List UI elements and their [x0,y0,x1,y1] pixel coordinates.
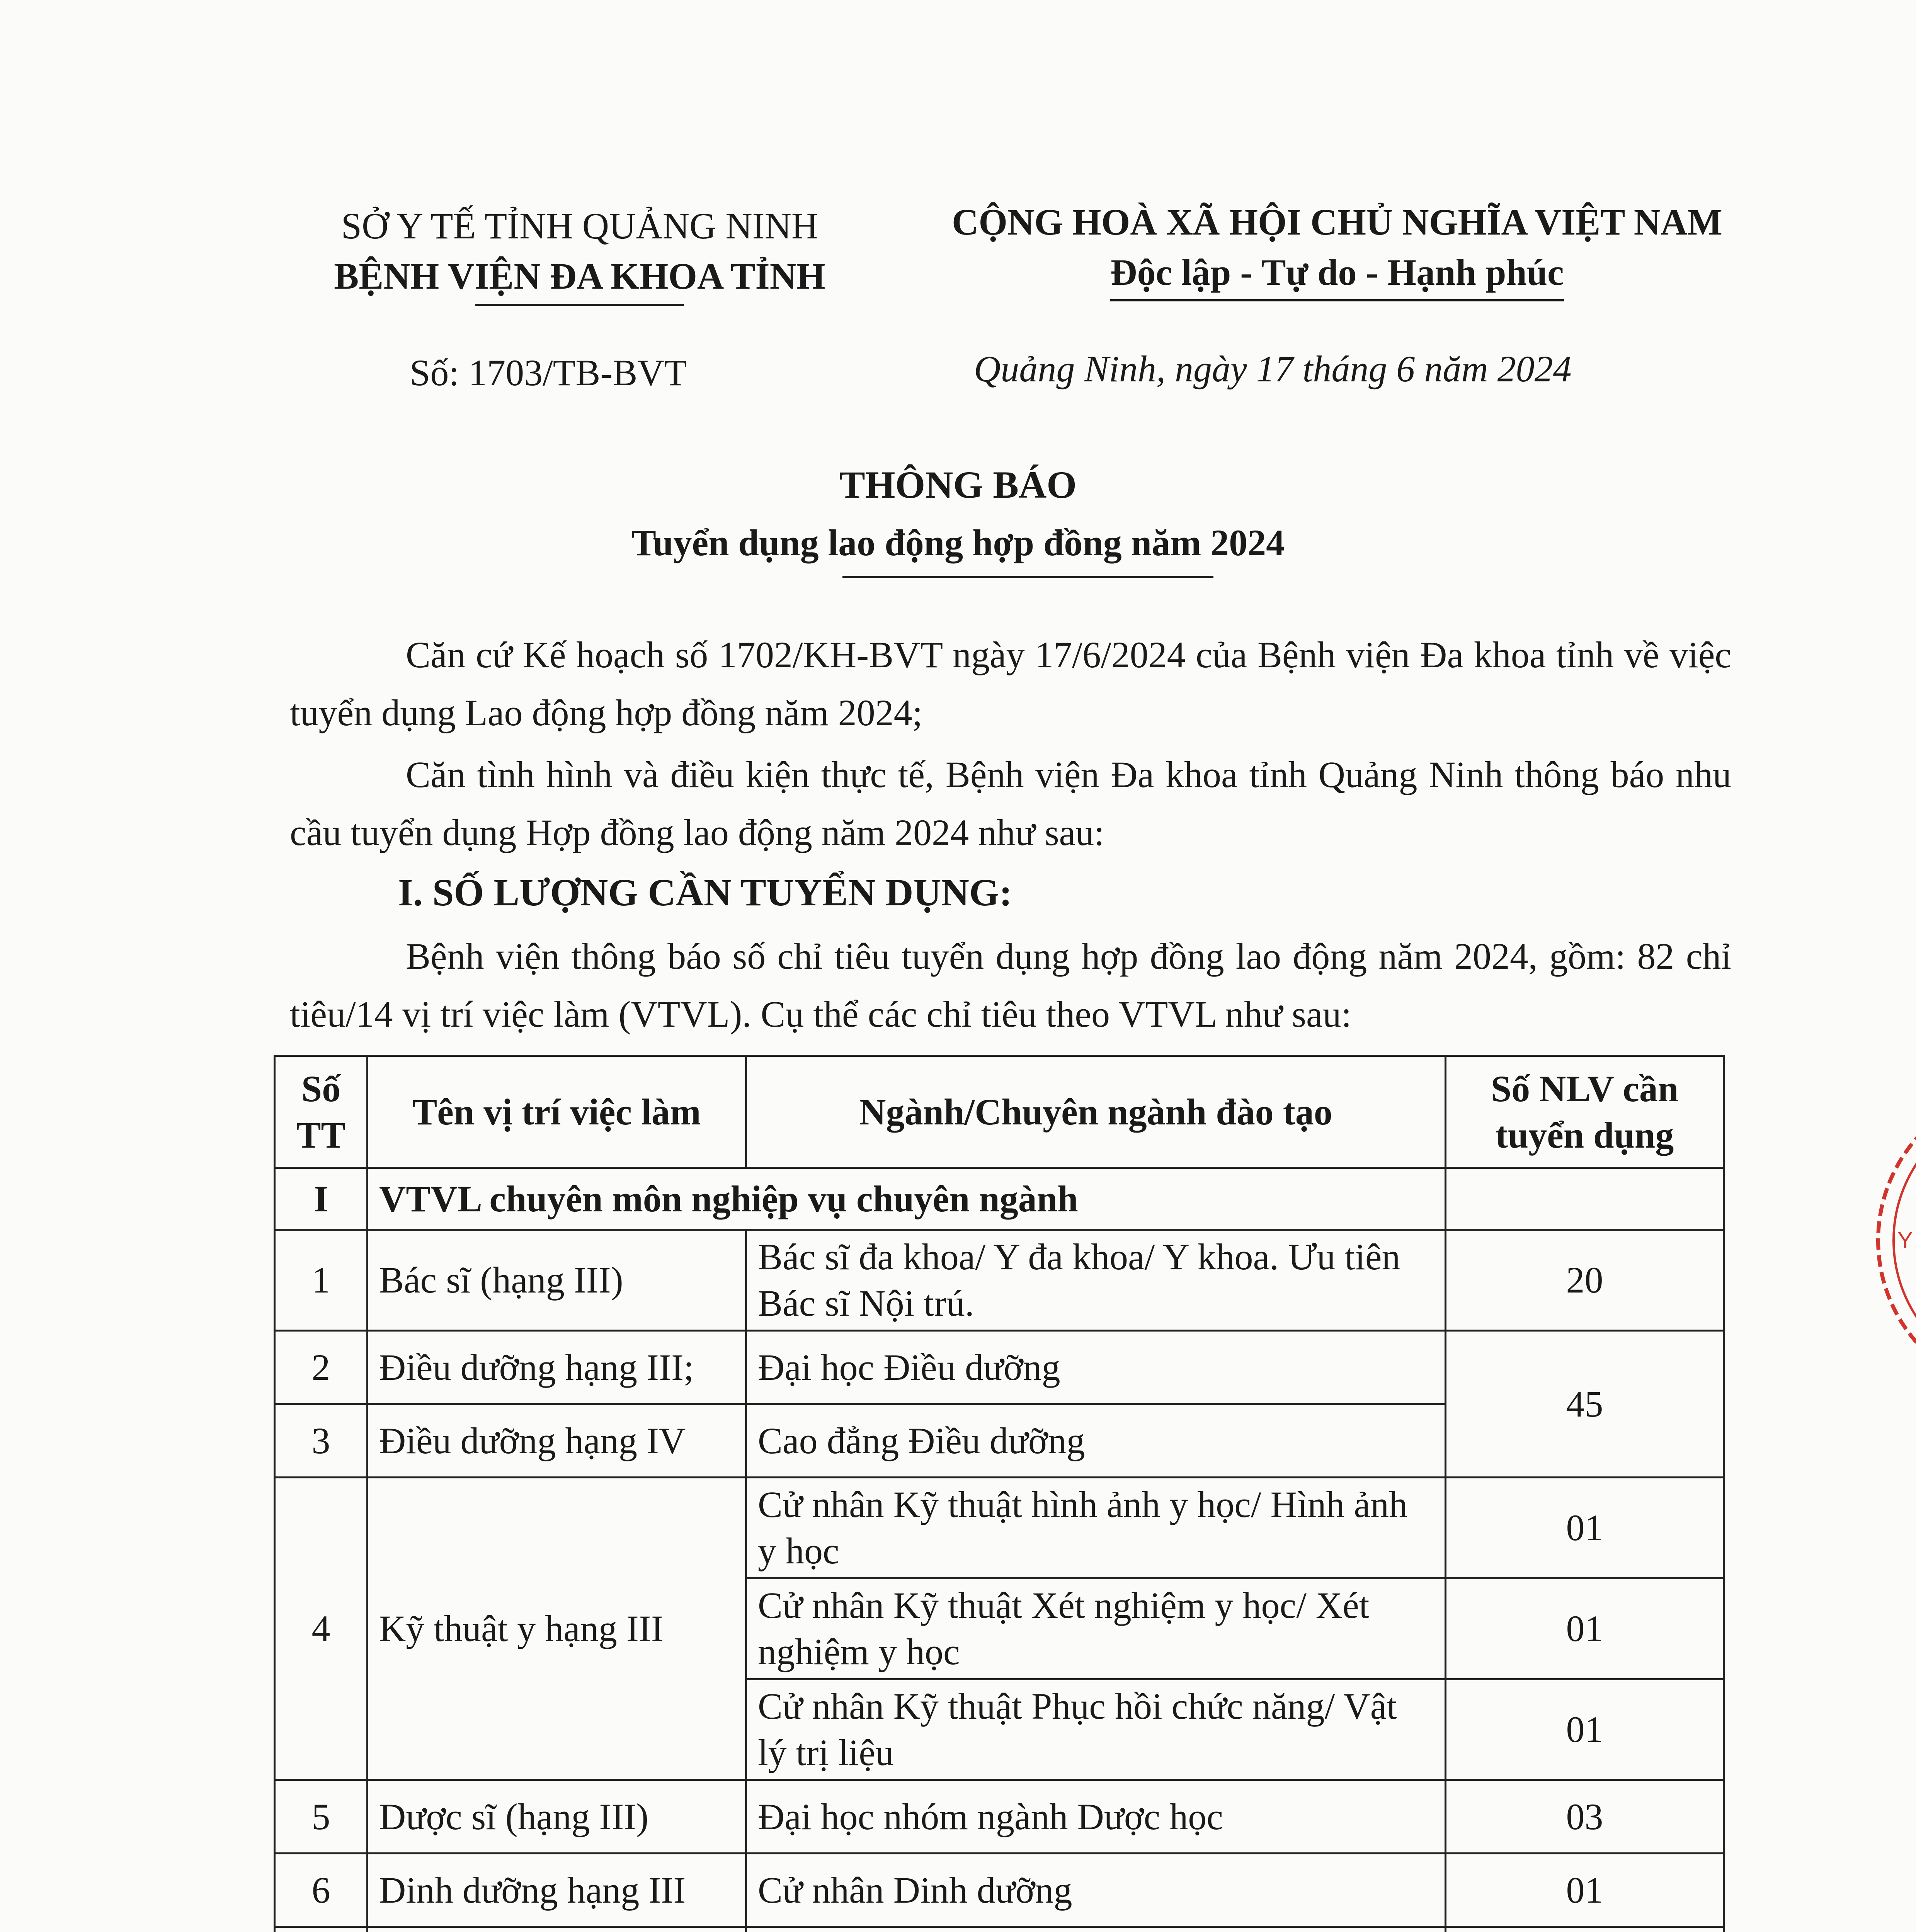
row-no: 4 [275,1478,368,1780]
agency-line-2: BỆNH VIỆN ĐA KHOA TỈNH [334,255,825,297]
row-no: 3 [275,1404,368,1478]
row-major: Cử nhân Kỹ thuật Phục hồi chức năng/ Vật lý trị liệu [746,1679,1446,1780]
table-row [275,1230,1724,1331]
recruitment-table [274,1055,1725,1932]
row-major: Cao đẳng Điều dưỡng [746,1404,1446,1478]
row-quantity: 03 [1446,1780,1724,1854]
row-position: Dược sĩ (hạng III) [368,1780,746,1854]
table-row [275,1331,1724,1404]
group-no: I [275,1168,368,1230]
row-position: Kỹ thuật y hạng III [368,1478,746,1780]
row-position: Điều dưỡng hạng III; [368,1331,746,1404]
row-position: Bác sĩ (hạng III) [368,1230,746,1331]
header-quantity: Số NLV cần tuyển dụng [1446,1056,1724,1168]
document-title: THÔNG BÁO [839,463,1077,506]
row-no: 5 [275,1780,368,1854]
motto: Độc lập - Tự do - Hạnh phúc [1110,247,1564,301]
place-and-date: Quảng Ninh, ngày 17 tháng 6 năm 2024 [974,348,1572,389]
row-quantity: 45 [1446,1331,1724,1478]
paragraph-basis: Căn cứ Kế hoạch số 1702/KH-BVT ngày 17/6/2024 của Bệnh viện Đa khoa tỉnh về việc tuyển dụng Lao động hợp đồng năm 2024; [290,634,1731,733]
row-major: Cử nhân Kỹ thuật Xét nghiệm y học/ Xét nghiệm y học [746,1578,1446,1679]
header-position: Tên vị trí việc làm [368,1056,746,1168]
row-quantity: 01 [1446,1854,1724,1927]
section-heading: I. SỐ LƯỢNG CẦN TUYỂN DỤNG: [398,871,1012,914]
row-major: Cử nhân Kỹ thuật hình ảnh y học/ Hình ảnh y học [746,1478,1446,1578]
document-number: Số: 1703/TB-BVT [410,352,687,393]
agency-underline [475,304,684,306]
row-quantity [1446,1927,1724,1932]
national-motto [889,197,1785,301]
header-no: Số TT [275,1056,368,1168]
row-no: 2 [275,1331,368,1404]
paragraph-quota: Bệnh viện thông báo số chỉ tiêu tuyển dụng hợp đồng lao động năm 2024, gồm: 82 chỉ tiêu/14 vị trí việc làm (VTVL). Cụ thể các chỉ tiêu theo VTVL như sau: [290,935,1731,1035]
row-major [746,1927,1446,1932]
row-position: Dinh dưỡng hạng III [368,1854,746,1927]
row-no: 6 [275,1854,368,1927]
row-quantity: 01 [1446,1578,1724,1679]
paragraph-situation: Căn tình hình và điều kiện thực tế, Bệnh viện Đa khoa tỉnh Quảng Ninh thông báo nhu cầu tuyển dụng Hợp đồng lao động năm 2024 như sau: [290,754,1731,853]
table-header-row [275,1056,1724,1168]
row-quantity: 01 [1446,1478,1724,1578]
row-major: Cử nhân Dinh dưỡng [746,1854,1446,1927]
header-major: Ngành/Chuyên ngành đào tạo [746,1056,1446,1168]
row-major: Đại học nhóm ngành Dược học [746,1780,1446,1854]
row-major: Đại học Điều dưỡng [746,1331,1446,1404]
table-row [275,1780,1724,1854]
document-subtitle: Tuyển dụng lao động hợp đồng năm 2024 [631,522,1285,563]
country-name: CỘNG HOÀ XÃ HỘI CHỦ NGHĨA VIỆT NAM [952,201,1722,243]
issuing-agency [271,201,889,306]
table-row [275,1927,1724,1932]
agency-line-1: SỞ Y TẾ TỈNH QUẢNG NINH [341,205,818,247]
stamp-icon [1870,1121,1916,1360]
table-row [275,1854,1724,1927]
row-position [368,1927,746,1932]
row-no [275,1927,368,1932]
row-major: Bác sĩ đa khoa/ Y đa khoa/ Y khoa. Ưu tiên Bác sĩ Nội trú. [746,1230,1446,1331]
row-position: Điều dưỡng hạng IV [368,1404,746,1478]
row-quantity: 01 [1446,1679,1724,1780]
row-no: 1 [275,1230,368,1331]
group-row-1 [275,1168,1724,1230]
row-quantity: 20 [1446,1230,1724,1331]
table-row [275,1478,1724,1578]
subtitle-underline [842,576,1213,578]
group-quantity [1446,1168,1724,1230]
red-stamp-fragment [1870,1121,1916,1360]
group-label: VTVL chuyên môn nghiệp vụ chuyên ngành [368,1168,1446,1230]
stamp-letter: Y [1897,1227,1913,1253]
